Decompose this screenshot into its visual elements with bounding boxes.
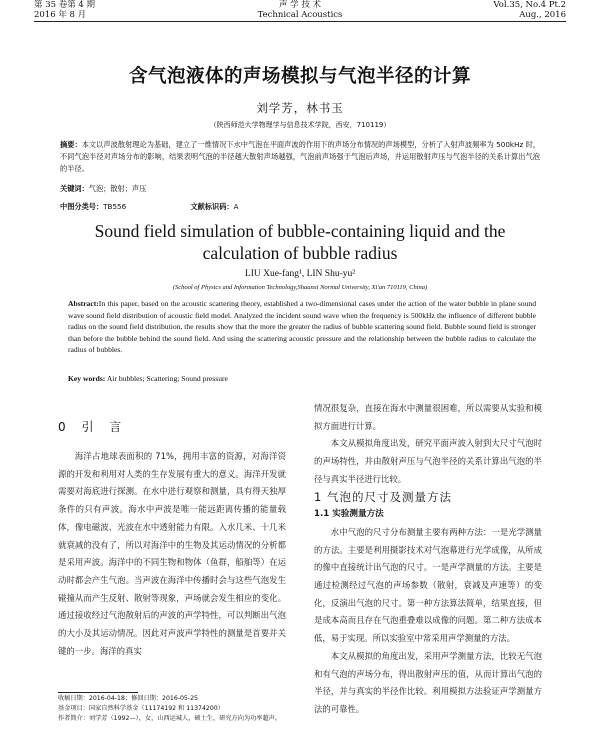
journal-name-en: Technical Acoustics: [257, 10, 343, 20]
keywords-text-en: Air bubbles; Scattering; Sound pressure: [106, 374, 228, 383]
subsection-1-1-heading: 1.1 实验测量方法: [314, 509, 384, 520]
running-header: [34, 0, 566, 22]
keywords-label-zh: 关键词：: [60, 184, 89, 193]
abstract-label-zh: 摘要：: [60, 140, 82, 149]
abstract-text-zh: 本文以声波散射理论为基础，建立了一维情况下水中气泡在平面声波的作用下的声场分布情况的声场模型，分析了入射声波频率为 500kHz 时，不同气泡半径对声场分布的影响，结果表明气泡的半径越大散射声场越强，气泡前声场强于气泡后声场，并运用散射声压与气泡半径的关系计算出气泡的半径。: [60, 140, 540, 173]
clc-value: TB556: [103, 202, 127, 211]
header-right: [493, 0, 566, 20]
footnote-received: 收稿日期：2016-04-18；修回日期：2016-05-25: [58, 695, 198, 702]
header-center: [34, 0, 566, 20]
footnote-divider: [58, 692, 138, 693]
keywords-label-en: Key words:: [68, 374, 106, 383]
body-left-column: [58, 448, 286, 660]
journal-date: 2016 年 8 月: [34, 10, 87, 20]
authors-zh: 刘学芳，林书玉: [256, 101, 344, 115]
abstract-text-en: In this paper, based on the acoustic scattering theory, established a two-dimensional cases under the action of the water bubble in plane sound wave sound field distribution of acoustic field model. Analyzed the incident sound wave when the frequency is 500kHz the influence of different bubble radius on the sound field distribution, the results show that the more the greater the radius of bubble scattering sound field. Bubble sound field is stronger than before the bubble behind the sound field. And using the scattering acoustic pressure and the relationship between the bubble radius to calculate the radius of bubbles.: [68, 299, 536, 355]
abstract-label-en: Abstract:: [68, 299, 99, 308]
section-1-heading: 1 气泡的尺寸及测量方法: [314, 489, 452, 504]
footnote: [58, 694, 288, 723]
intro-paragraph: 海洋占地球表面积的 71%，拥用丰富的资源，对海洋资源的开发和利用对人类的生存发展有重大的意义。海洋开发就需要对海底进行探测。在水中进行观察和测量，具有得天独厚条件的只有声波。海水中声波是唯一能远距离传播的能量载体，像电磁波、光波在水中透射能力有限。入水几米、十几米就衰减的没有了，所以对海洋中的生物及其运动情况的分析都是采用声波。海洋中的不同生物和物体（鱼群，船舶等）在运动时都会产生气泡。当声波在海洋中传播时会与这些气泡发生碰撞从而产生反射、散射等现象，声场就会发生相应的变化。通过接收经过气泡散射后的声波的声学特性，可以判断出气泡的大小及其运动情况。因此对声波声学特性的测量是首要并关键的一步。海洋的真实: [58, 451, 286, 656]
header-divider: [34, 21, 566, 22]
footnote-author: 作者简介：刘学芳（1992—），女，山西运城人，硕士生，研究方向为功率超声。: [58, 714, 282, 722]
abstract-en: [68, 298, 536, 356]
clc-label: 中图分类号：: [60, 202, 104, 211]
right-paragraph-3: 本文从模拟的角度出发，采用声学测量方法，比较无气泡和有气泡的声场分布，得出散射声压的值，从而计算出气泡的半径，并与真实的半径作比较。利用模拟方法验证声学测量方法的可靠性。: [314, 650, 542, 714]
journal-name-zh: 声 学 技 术: [278, 0, 322, 10]
keywords-zh: [60, 184, 146, 194]
right-paragraph-1: 本文从模拟角度出发，研究平面声波入射到大尺寸气泡时的声场特性，并由散射声压与气泡半径的关系计算出气泡的半径与真实半径进行比较。: [314, 438, 542, 484]
section-0-heading: 0 引 言: [58, 420, 128, 434]
paper-title-en-line1: Sound field simulation of bubble-containing liquid and the: [94, 221, 506, 241]
journal-volume: 第 35 卷第 4 期: [34, 0, 96, 10]
authors-en: LIU Xue-fang¹, LIN Shu-yu²: [244, 269, 356, 279]
body-right-column: [314, 400, 542, 719]
abstract-zh: [60, 139, 540, 175]
paper-title-en: [40, 220, 560, 264]
footnote-fund: 基金项目：国家自然科学基金（11174192 和 11374200）: [58, 704, 224, 712]
doc-code-label: 文献标识码：: [190, 202, 234, 211]
paper-title-zh: 含气泡液体的声场模拟与气泡半径的计算: [128, 66, 471, 87]
right-paragraph-2: 水中气泡的尺寸分布测量主要有两种方法：一是光学测量的方法。主要是利用摄影技术对气泡幕进行光学成像，从所成的像中直接统计出气泡的尺寸。一是声学测量的方法。主要是通过检测经过气泡的声场参数（散射，衰减及声速等）的变化，反演出气泡的尺寸。第一种方法算法简单，结果直接，但是成本高而且存在气泡重叠难以成像的问题。第二种方法成本低，易于实现。所以实验室中常采用声学测量的方法。: [314, 526, 542, 644]
affiliation-zh: （陕西师范大学物理学与信息技术学院，西安，710119）: [209, 121, 391, 129]
keywords-en: [68, 374, 228, 383]
right-paragraph-continued: 情况很复杂，直接在海水中测量很困难，所以需要从实验和模拟方面进行计算。: [314, 403, 542, 431]
paper-title-en-line2: calculation of bubble radius: [202, 243, 398, 263]
keywords-text-zh: 气泡；散射；声压: [88, 184, 147, 193]
classification-line: [60, 202, 239, 212]
affiliation-en: (School of Physics and Information Technology,Shaanxi Normal University, Xi'an 710119, China): [172, 284, 428, 291]
volume-en: Vol.35, No.4 Pt.2: [493, 0, 566, 10]
doc-code-value: A: [233, 202, 239, 211]
date-en: Aug., 2016: [519, 10, 566, 20]
